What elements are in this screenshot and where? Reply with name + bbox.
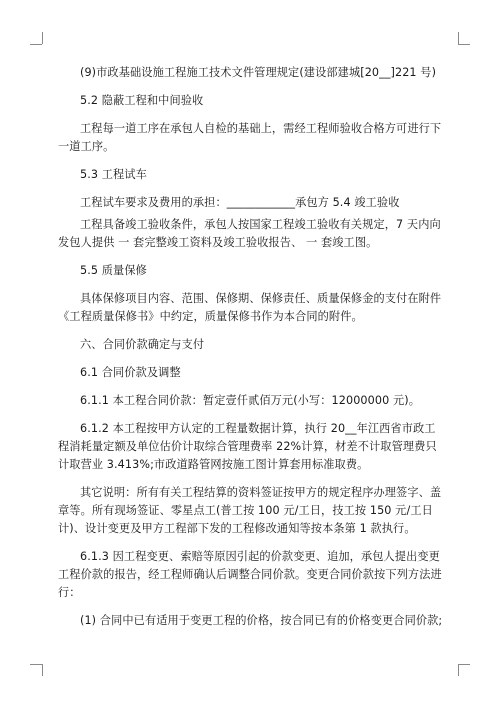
heading-5-5: 5.5 质量保修 [80,264,147,277]
paragraph-other-notes: 其它说明：所有有关工程结算的资料签证按甲方的规定程序办理签字、盖章等。所有现场签证、零星点工(普工按 100 元/工日，技工按 150 元/工日计)、设计变更及甲方工程部下发的工程修改通知等按本条第 1 款执行。 [58,486,442,535]
paragraph-spec-9: (9)市政基础设施工程施工技术文件管理规定(建设部建城[20__]221 号) [80,66,437,79]
crop-mark-top-right-h [458,44,470,45]
crop-mark-top-left-h [30,44,42,45]
crop-mark-bottom-right-v [458,664,459,676]
paragraph-item-1: (1) 合同中已有适用于变更工程的价格，按合同已有的价格变更合同价款; [80,614,443,627]
paragraph-6-1-1: 6.1.1 本工程合同价款：暂定壹仟贰佰万元(小写：12000000 元)。 [80,394,420,407]
crop-mark-bottom-right-h [458,664,470,665]
heading-6-1: 6.1 合同价款及调整 [80,366,181,379]
crop-mark-bottom-left-h [30,664,42,665]
heading-5-2: 5.2 隐蔽工程和中间验收 [80,94,204,107]
document-body [58,64,443,640]
paragraph-6-1-2: 6.1.2 本工程按甲方认定的工程量数据计算，执行 20__年江西省市政工程消耗量定额及单位估价计取综合管理费率 22%计算，材差不计取管理费只计取营业 3.413%;市政道路管网按施工图计算套用标准取费。 [58,422,437,471]
crop-mark-top-left-v [42,32,43,44]
heading-5-3: 5.3 工程试车 [80,168,147,181]
paragraph-trial-run: 工程试车要求及费用的承担：____________承包方 5.4 竣工验收 [80,196,400,209]
crop-mark-bottom-left-v [42,664,43,676]
paragraph-6-1-3: 6.1.3 因工程变更、索赔等原因引起的价款变更、追加，承包人提出变更工程价款的报告，经工程师确认后调整合同价款。变更合同价款按下列方法进行： [58,550,442,599]
heading-section-6: 六、合同价款确定与支付 [80,338,205,351]
paragraph-hidden-works: 工程每一道工序在承包人自检的基础上，需经工程师验收合格方可进行下一道工序。 [58,122,442,153]
paragraph-warranty: 具体保修项目内容、范围、保修期、保修责任、质量保修金的支付在附件《工程质量保修书》中约定，质量保修书作为本合同的附件。 [58,292,442,323]
crop-mark-top-right-v [458,32,459,44]
paragraph-completion-acceptance: 工程具备竣工验收条件，承包人按国家工程竣工验收有关规定，7 天内向发包人提供 一 套完整竣工资料及竣工验收报告、 一 套竣工图。 [58,218,441,249]
